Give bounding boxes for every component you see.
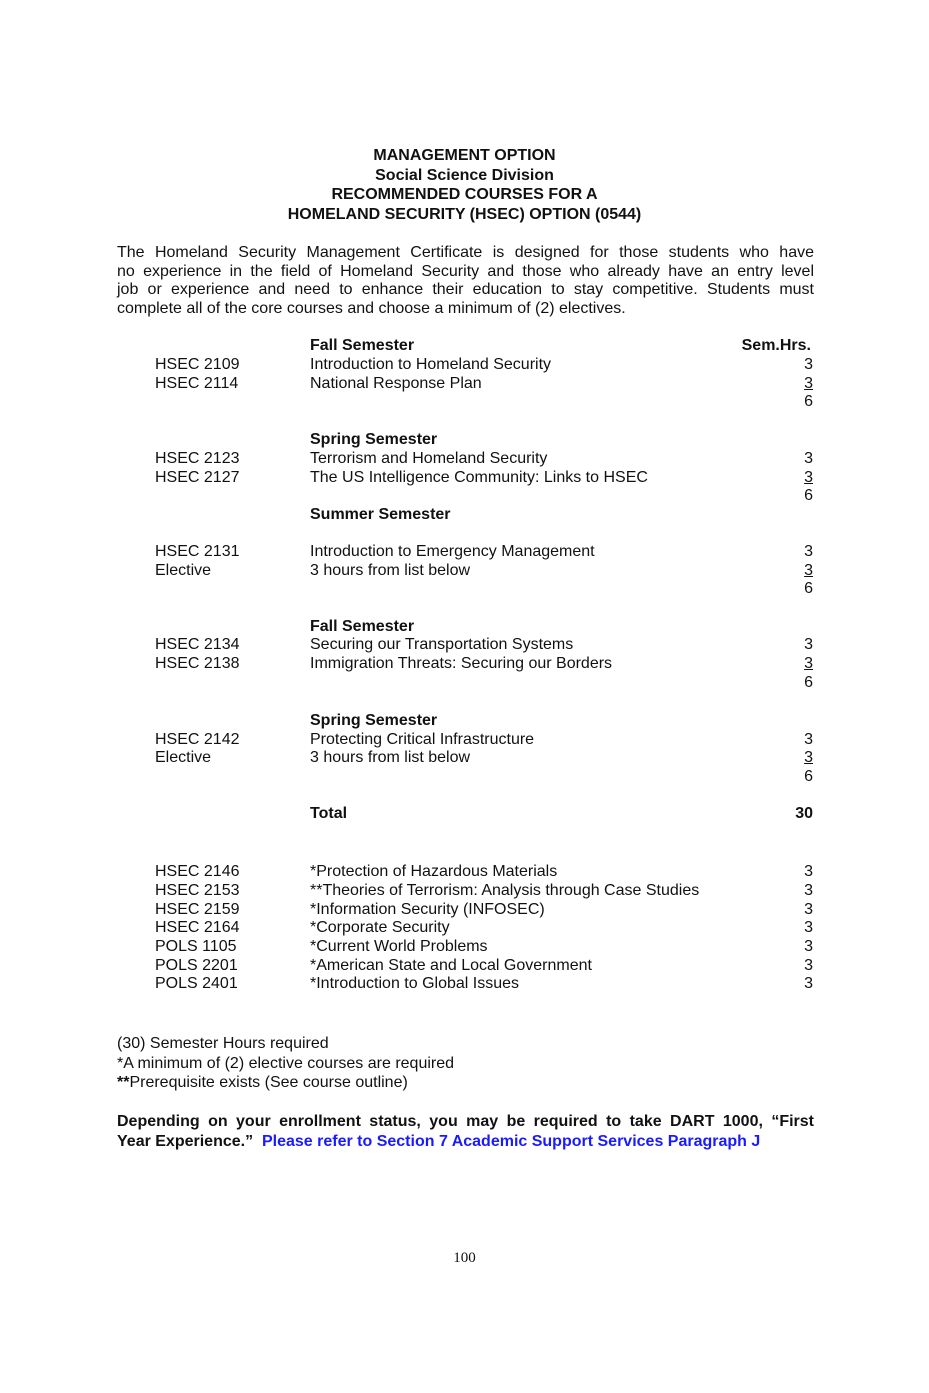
- semester-subtotal: 6: [804, 768, 813, 785]
- course-code: HSEC 2134: [155, 636, 240, 653]
- course-hours: 3: [804, 469, 813, 486]
- elective-hours: 3: [804, 901, 813, 918]
- page-heading: [0, 146, 929, 224]
- semester-title: Spring Semester: [310, 431, 438, 448]
- prerequisite-text: Prerequisite exists (See course outline): [129, 1074, 408, 1091]
- heading-division: Social Science Division: [375, 166, 554, 184]
- note-prerequisite: [117, 1073, 454, 1093]
- course-title: Immigration Threats: Securing our Borders: [310, 655, 613, 672]
- semester-subtotal: 6: [804, 487, 813, 504]
- heading-option: MANAGEMENT OPTION: [373, 147, 556, 164]
- elective-title: *Introduction to Global Issues: [310, 975, 520, 992]
- course-title: Introduction to Homeland Security: [310, 356, 552, 373]
- intro-paragraph: [117, 244, 814, 319]
- course-hours: 3: [804, 450, 813, 467]
- heading-recommended: RECOMMENDED COURSES FOR A: [331, 186, 598, 204]
- elective-code: HSEC 2146: [155, 863, 240, 880]
- intro-line: job or experience and need to enhance their education to stay competitive. Students must: [117, 281, 814, 299]
- elective-hours: 3: [804, 863, 813, 880]
- course-title: 3 hours from list below: [310, 749, 471, 766]
- course-title: 3 hours from list below: [310, 562, 471, 579]
- prerequisite-marker: **: [117, 1074, 130, 1091]
- elective-code: HSEC 2159: [155, 901, 240, 918]
- semester-subtotal: 6: [804, 393, 813, 410]
- elective-hours: 3: [804, 938, 813, 955]
- semester-subtotal: 6: [804, 580, 813, 597]
- closing-line: Depending on your enrollment status, you may be required to take DART 1000, “First: [117, 1113, 814, 1130]
- course-hours: 3: [804, 356, 813, 373]
- course-code: Elective: [155, 749, 212, 766]
- course-hours: 3: [804, 636, 813, 653]
- elective-code: HSEC 2153: [155, 882, 240, 899]
- course-hours: 3: [804, 375, 813, 392]
- elective-hours: 3: [804, 919, 813, 936]
- elective-hours: 3: [804, 882, 813, 899]
- elective-hours: 3: [804, 957, 813, 974]
- course-hours: 3: [804, 562, 813, 579]
- course-title: Introduction to Emergency Management: [310, 543, 595, 560]
- sem-hrs-header: Sem.Hrs.: [741, 337, 811, 354]
- closing-fye: Year Experience.”: [117, 1132, 254, 1150]
- elective-title: *Protection of Hazardous Materials: [310, 863, 558, 880]
- elective-code: POLS 2201: [155, 957, 238, 974]
- course-title: National Response Plan: [310, 375, 482, 392]
- course-title: The US Intelligence Community: Links to HSEC: [310, 469, 648, 486]
- elective-title: *Corporate Security: [310, 919, 450, 936]
- note-electives-required: *A minimum of (2) elective courses are required: [117, 1054, 455, 1072]
- intro-line: complete all of the core courses and choose a minimum of (2) electives.: [117, 300, 626, 318]
- course-title: Protecting Critical Infrastructure: [310, 731, 535, 748]
- semester-title: Spring Semester: [310, 712, 438, 729]
- section-reference-link[interactable]: Please refer to Section 7 Academic Support Services Paragraph J: [261, 1132, 761, 1150]
- heading-program: HOMELAND SECURITY (HSEC) OPTION (0544): [287, 205, 642, 223]
- course-hours: 3: [804, 749, 813, 766]
- closing-line-2: [117, 1132, 814, 1152]
- semester-title: Summer Semester: [310, 506, 451, 523]
- course-code: Elective: [155, 562, 212, 579]
- elective-hours: 3: [804, 975, 813, 992]
- course-code: HSEC 2114: [155, 375, 239, 392]
- course-hours: 3: [804, 655, 813, 672]
- course-hours: 3: [804, 731, 813, 748]
- elective-title: *Current World Problems: [310, 938, 488, 955]
- intro-line: no experience in the field of Homeland Security and those who already have an entry level: [117, 262, 814, 280]
- closing-statement: [117, 1112, 814, 1152]
- course-code: HSEC 2127: [155, 469, 240, 486]
- semester-subtotal: 6: [804, 674, 813, 691]
- intro-line: The Homeland Security Management Certificate is designed for those students who have: [117, 244, 814, 261]
- elective-title: **Theories of Terrorism: Analysis through Case Studies: [310, 882, 700, 899]
- elective-title: *Information Security (INFOSEC): [310, 901, 545, 918]
- page-number: 100: [453, 1250, 476, 1266]
- course-title: Terrorism and Homeland Security: [310, 450, 548, 467]
- total-label: Total: [310, 805, 348, 822]
- course-code: HSEC 2142: [155, 731, 240, 748]
- elective-title: *American State and Local Government: [310, 957, 592, 974]
- course-hours: 3: [804, 543, 813, 560]
- course-code: HSEC 2131: [155, 543, 240, 560]
- note-hours-required: (30) Semester Hours required: [117, 1035, 329, 1052]
- course-code: HSEC 2138: [155, 655, 240, 672]
- elective-code: HSEC 2164: [155, 919, 240, 936]
- total-value: 30: [795, 805, 813, 822]
- course-code: HSEC 2123: [155, 450, 240, 467]
- course-code: HSEC 2109: [155, 356, 240, 373]
- semester-title: Fall Semester: [310, 337, 415, 354]
- notes: [117, 1034, 454, 1093]
- elective-code: POLS 1105: [155, 938, 237, 955]
- semester-title: Fall Semester: [310, 618, 415, 635]
- course-title: Securing our Transportation Systems: [310, 636, 574, 653]
- elective-code: POLS 2401: [155, 975, 238, 992]
